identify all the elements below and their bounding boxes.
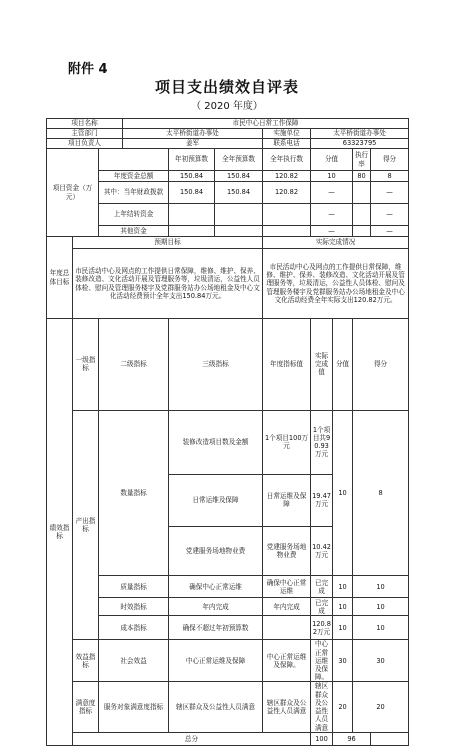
owner-value: 姜军 — [123, 139, 263, 149]
funds-label: 项目资金（万元） — [47, 149, 99, 237]
satisfaction-l2-label: 服务对象满意度指标 — [99, 682, 169, 732]
cost-indicators-label: 成本指标 — [99, 616, 169, 640]
quantity-points: 8 — [353, 410, 409, 576]
funds-score: — — [311, 204, 353, 226]
l3-indicator: 确保中心正常运维 — [169, 576, 263, 598]
dept-value: 太平桥街道办事处 — [123, 129, 263, 139]
satisfaction-points: 20 — [353, 682, 409, 732]
funds-points: — — [371, 226, 409, 237]
funds-score: — — [311, 226, 353, 237]
funds-header-blank — [99, 149, 169, 171]
funds-exec — [263, 204, 311, 226]
timeliness-points: 10 — [353, 598, 409, 616]
funds-col-rate: 执行率 — [353, 149, 371, 171]
actual-goal-text: 市民活动中心及网点的工作提供日常保障，维修、维护、保养、装修改造、文化活动开展及管理服务等，垃圾清运，公益性人员体检、慰问及管理服务楼宇及党群服务站办公场地租金及中心文化活动经费全年实际支出120.82万元。 — [263, 249, 409, 319]
perf-header-points: 得分 — [353, 319, 409, 411]
phone-value: 63323795 — [311, 139, 409, 149]
perf-indicators-label: 绩效指标 — [47, 319, 73, 746]
timeliness-indicators-label: 时效指标 — [99, 598, 169, 616]
funds-full: 150.84 — [215, 182, 263, 204]
actual-value: 1个项目共90.93万元 — [311, 410, 333, 474]
funds-col-exec: 全年执行数 — [263, 149, 311, 171]
funds-row-fiscal — [47, 182, 409, 204]
impl-label: 实施单位 — [263, 129, 311, 139]
l3-indicator: 中心正常运维及保障 — [169, 640, 263, 682]
funds-row-label: 上年结转资金 — [99, 204, 169, 226]
total-label: 总分 — [73, 732, 311, 745]
target-value — [263, 616, 311, 640]
target-value: 年内完成 — [263, 598, 311, 616]
quantity-indicators-label: 数量指标 — [99, 410, 169, 576]
funds-exec: 120.82 — [263, 171, 311, 182]
cost-points: 10 — [353, 616, 409, 640]
actual-value: 辖区群众及公益性人员满意 — [311, 682, 333, 732]
funds-rate: 80 — [353, 171, 371, 182]
self-evaluation-table — [46, 118, 409, 746]
funds-points: 8 — [371, 171, 409, 182]
l3-indicator: 党建服务场地物业费 — [169, 527, 263, 576]
impl-value: 太平桥街道办事处 — [311, 129, 409, 139]
funds-score: 10 — [311, 171, 353, 182]
l3-indicator: 辖区群众及公益性人员满意 — [169, 682, 263, 732]
social-score: 30 — [333, 640, 353, 682]
funds-row-label: 其他资金 — [99, 226, 169, 237]
funds-full — [215, 204, 263, 226]
funds-row-total — [47, 171, 409, 182]
l3-indicator: 确保不超过年初预算数 — [169, 616, 263, 640]
year-label: （ 2020 年度） — [191, 101, 263, 112]
funds-rate — [353, 182, 371, 204]
phone-label: 联系电话 — [263, 139, 311, 149]
cost-score: 10 — [333, 616, 353, 640]
quantity-score: 10 — [333, 410, 353, 576]
funds-col-points: 得分 — [371, 149, 409, 171]
satisfaction-score: 20 — [333, 682, 353, 732]
actual-goal-header: 实际完成情况 — [263, 237, 409, 249]
total-note — [371, 732, 409, 745]
expected-goal-text: 市民活动中心及网点的工作提供日常保障，维修、维护、保养、装修改造、文化活动开展及管理服务等，垃圾清运，公益性人员体检、慰问及管理服务楼宇及党群服务站办公场地租金及中心文化活动经费预计全年支出150.84万元。 — [73, 249, 263, 319]
funds-col-initial: 年初预算数 — [169, 149, 215, 171]
overall-goal-label: 年度总体目标 — [47, 237, 73, 319]
funds-full — [215, 226, 263, 237]
perf-header-l3: 三级指标 — [169, 319, 263, 411]
l3-indicator: 日常运维及保障 — [169, 474, 263, 527]
actual-value: 120.82万元 — [311, 616, 333, 640]
expected-goal-header: 预期目标 — [73, 237, 263, 249]
attachment-label: 附件 4 — [68, 62, 108, 77]
dept-label: 主管部门 — [47, 129, 123, 139]
target-value: 辖区群众及公益性人员满意 — [263, 682, 311, 732]
funds-row-label: 其中：当年财政拨款 — [99, 182, 169, 204]
output-indicators-label: 产出指标 — [73, 410, 99, 640]
total-score: 100 — [311, 732, 333, 745]
funds-row-carryover — [47, 204, 409, 226]
funds-points: — — [371, 182, 409, 204]
funds-initial: 150.84 — [169, 171, 215, 182]
funds-score: — — [311, 182, 353, 204]
actual-value: 已完成 — [311, 576, 333, 598]
project-name-value: 市民中心日常工作保障 — [123, 119, 409, 129]
satisfaction-l1-label: 满意度指标 — [73, 682, 99, 732]
funds-full: 150.84 — [215, 171, 263, 182]
project-name-label: 项目名称 — [47, 119, 123, 129]
target-value: 日常运维及保障 — [263, 474, 311, 527]
quality-points: 10 — [353, 576, 409, 598]
l3-indicator: 装修改造项目数及金额 — [169, 410, 263, 474]
funds-initial — [169, 204, 215, 226]
funds-rate — [353, 204, 371, 226]
funds-initial: 150.84 — [169, 182, 215, 204]
l3-indicator: 年内完成 — [169, 598, 263, 616]
funds-rate — [353, 226, 371, 237]
target-value: 1个项目100万元 — [263, 410, 311, 474]
target-value: 中心正常运维及保障。 — [263, 640, 311, 682]
perf-header-target: 年度指标值 — [263, 319, 311, 411]
total-points: 96 — [333, 732, 371, 745]
page-title: 项目支出绩效自评表 — [154, 78, 299, 96]
target-value: 党建服务场地物业费 — [263, 527, 311, 576]
perf-header-score: 分值 — [333, 319, 353, 411]
social-benefit-label: 社会效益 — [99, 640, 169, 682]
funds-points: — — [371, 204, 409, 226]
perf-header-actual: 实际完成值 — [311, 319, 333, 411]
funds-row-label: 年度资金总额 — [99, 171, 169, 182]
effect-indicators-label: 效益指标 — [73, 640, 99, 682]
actual-value: 中心正常运维及保障。 — [311, 640, 333, 682]
timeliness-score: 10 — [333, 598, 353, 616]
perf-header-l1: 一级指标 — [73, 319, 99, 411]
funds-col-score: 分值 — [311, 149, 353, 171]
funds-exec — [263, 226, 311, 237]
funds-exec: 120.82 — [263, 182, 311, 204]
funds-row-other — [47, 226, 409, 237]
funds-initial — [169, 226, 215, 237]
social-points: 30 — [353, 640, 409, 682]
owner-label: 项目负责人 — [47, 139, 123, 149]
actual-value: 已完成 — [311, 598, 333, 616]
funds-col-full: 全年预算数 — [215, 149, 263, 171]
actual-value: 10.42万元 — [311, 527, 333, 576]
target-value: 确保中心正常运维 — [263, 576, 311, 598]
actual-value: 19.47万元 — [311, 474, 333, 527]
perf-header-l2: 二级指标 — [99, 319, 169, 411]
quality-score: 10 — [333, 576, 353, 598]
quality-indicators-label: 质量指标 — [99, 576, 169, 598]
